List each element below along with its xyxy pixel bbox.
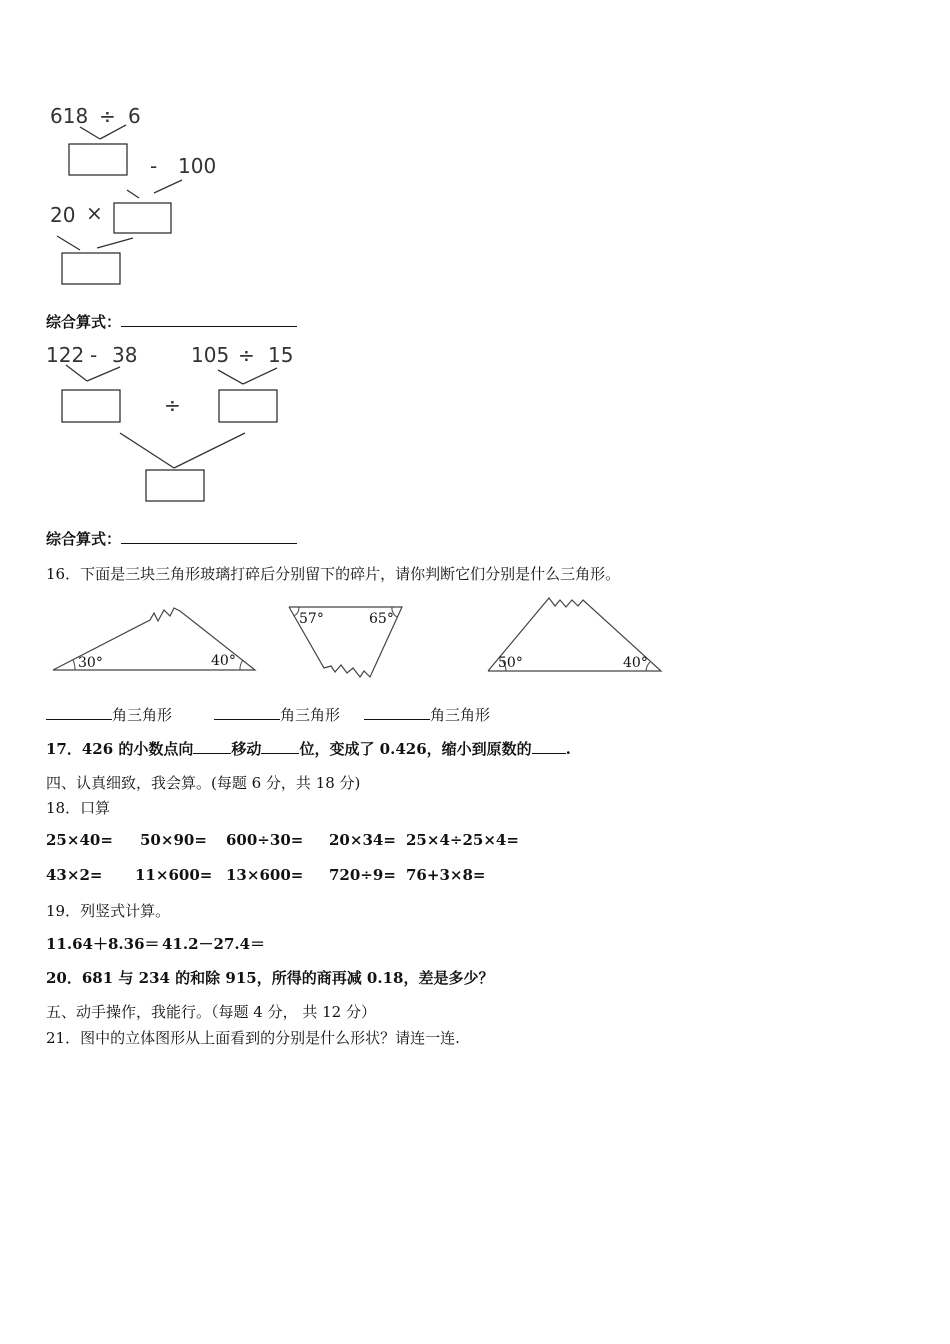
q16-answer-3-suffix: 角三角形 — [430, 706, 491, 724]
tree1-number-618: 618 — [50, 104, 89, 128]
q16-answer-3 — [364, 704, 490, 725]
section-4-heading: 四、认真细致，我会算。(每题 6 分，共 18 分) — [46, 774, 361, 792]
q18-r2-item-3: 13×600= — [226, 866, 304, 884]
tree2-divide-sign-1: ÷ — [238, 343, 255, 367]
tree2-number-15: 15 — [268, 343, 294, 367]
tree2-divide-sign-2: ÷ — [164, 393, 181, 417]
q17-part-4: . — [565, 740, 571, 758]
q18-r1-item-3: 600÷30= — [226, 831, 304, 849]
q17-blank-places[interactable] — [261, 739, 299, 754]
tri1-left-angle: 30° — [78, 655, 103, 671]
q18-r2-item-5: 76+3×8= — [406, 866, 486, 884]
tree1-number-20: 20 — [50, 203, 76, 227]
tri1-right-angle: 40° — [211, 653, 236, 669]
q16-blank-1[interactable] — [46, 705, 112, 720]
q16-answer-1 — [46, 704, 172, 725]
tree1-divide-sign: ÷ — [99, 104, 116, 128]
q17-part-1: 17．426 的小数点向 — [46, 740, 194, 758]
q18-r1-item-2: 50×90= — [140, 831, 207, 849]
tri2-left-angle: 57° — [299, 611, 324, 627]
tri2-right-angle: 65° — [369, 611, 394, 627]
q18-title: 18．口算 — [46, 799, 111, 817]
q17-part-3: 位，变成了 0.426，缩小到原数的 — [299, 740, 532, 758]
tri3-right-angle: 40° — [623, 655, 648, 671]
q17-line — [46, 738, 571, 759]
q16-answer-1-suffix: 角三角形 — [112, 706, 173, 724]
q16-answer-2 — [214, 704, 340, 725]
tree1-minus-sign: - — [150, 154, 158, 178]
q17-blank-direction[interactable] — [193, 739, 231, 754]
q18-r1-item-4: 20×34= — [329, 831, 396, 849]
tri3-left-angle: 50° — [498, 655, 523, 671]
q17-blank-fraction[interactable] — [532, 739, 566, 754]
q17-part-2: 移动 — [231, 740, 262, 758]
tree2-formula-label: 综合算式： — [46, 530, 122, 548]
q20-text: 20．681 与 234 的和除 915，所得的商再减 0.18，差是多少？ — [46, 969, 494, 987]
tree1-times-sign: × — [86, 201, 103, 225]
q19-title: 19．列竖式计算。 — [46, 902, 171, 920]
q16-blank-2[interactable] — [214, 705, 280, 720]
tree2-number-38: 38 — [112, 343, 138, 367]
tree2-number-122: 122 — [46, 343, 85, 367]
q19-item-2: 41.2－27.4＝ — [162, 935, 266, 953]
q16-answer-2-suffix: 角三角形 — [280, 706, 341, 724]
q19-item-1: 11.64＋8.36＝ — [46, 935, 160, 953]
section-5-heading: 五、动手操作，我能行。（每题 4 分， 共 12 分） — [46, 1003, 376, 1021]
q16-text: 16．下面是三块三角形玻璃打碎后分别留下的碎片，请你判断它们分别是什么三角形。 — [46, 565, 621, 583]
tree2-number-105: 105 — [191, 343, 230, 367]
q21-text: 21．图中的立体图形从上面看到的分别是什么形状？请连一连. — [46, 1029, 460, 1047]
q16-blank-3[interactable] — [364, 705, 430, 720]
q18-r2-item-4: 720÷9= — [329, 866, 396, 884]
q18-r1-item-5: 25×4÷25×4= — [406, 831, 519, 849]
tree1-number-6: 6 — [128, 104, 141, 128]
tree1-number-100: 100 — [178, 154, 217, 178]
tree1-formula-label: 综合算式： — [46, 313, 122, 331]
q18-r2-item-2: 11×600= — [135, 866, 213, 884]
tree2-minus-sign: - — [90, 343, 98, 367]
q18-r1-item-1: 25×40= — [46, 831, 113, 849]
q18-r2-item-1: 43×2= — [46, 866, 103, 884]
